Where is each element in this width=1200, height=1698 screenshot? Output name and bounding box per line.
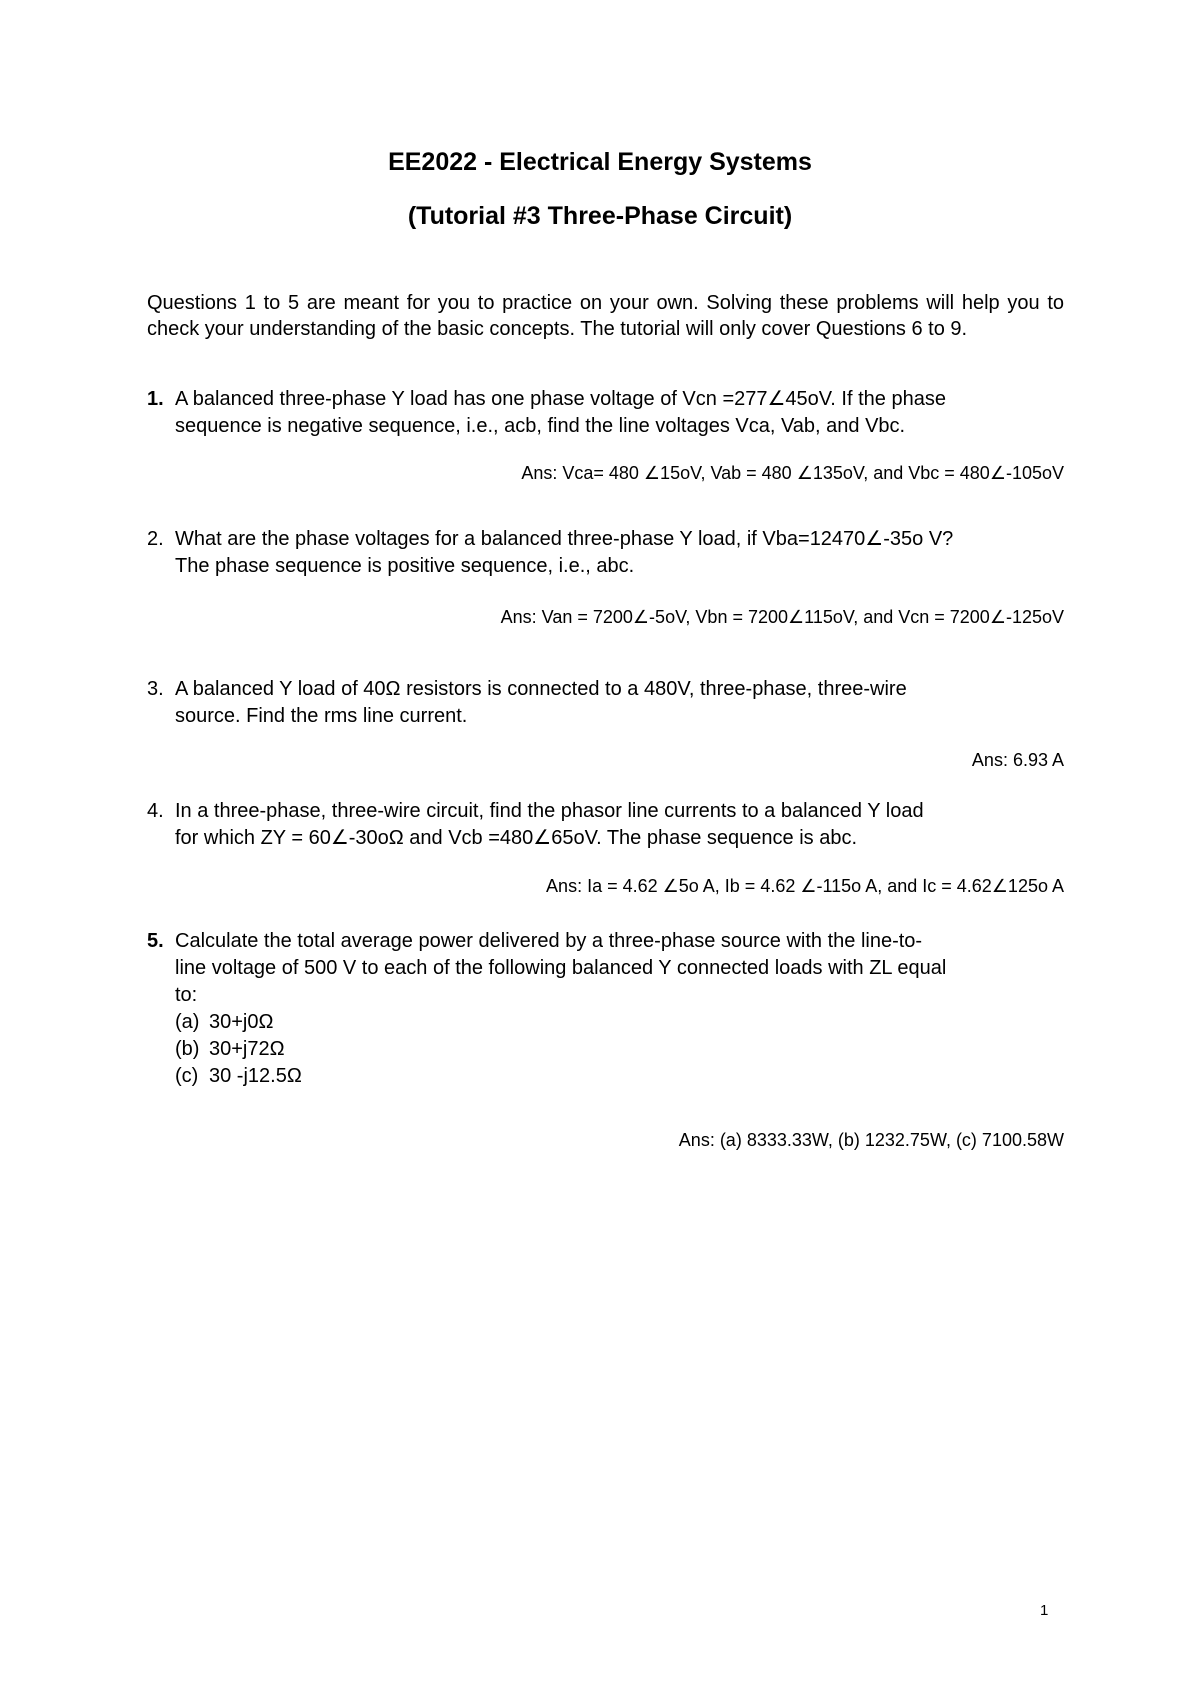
question-text-line: Calculate the total average power delivered by a three-phase source with the line-to- bbox=[175, 930, 923, 952]
answer-5: Ans: (a) 8333.33W, (b) 1232.75W, (c) 7100.58W bbox=[678, 1130, 1064, 1150]
option-value: 30+j0Ω bbox=[209, 1011, 274, 1033]
question-number: 5. bbox=[147, 930, 164, 952]
question-text-line: A balanced three-phase Y load has one phase voltage of Vcn =277∠45oV. If the phase bbox=[175, 388, 946, 410]
question-text-line: The phase sequence is positive sequence, i.e., abc. bbox=[175, 555, 635, 577]
question-1 bbox=[147, 386, 1064, 440]
option-label: (c) bbox=[175, 1065, 199, 1087]
tutorial-subtitle: (Tutorial #3 Three-Phase Circuit) bbox=[407, 202, 793, 230]
answer-1: Ans: Vca= 480 ∠15oV, Vab = 480 ∠135oV, and Vbc = 480∠-105oV bbox=[521, 463, 1064, 483]
question-text-line: to: bbox=[175, 984, 198, 1006]
answer-2: Ans: Van = 7200∠-5oV, Vbn = 7200∠115oV, and Vcn = 7200∠-125oV bbox=[500, 607, 1064, 627]
option-value: 30+j72Ω bbox=[209, 1038, 285, 1060]
question-number: 2. bbox=[147, 528, 164, 550]
question-text-line: line voltage of 500 V to each of the following balanced Y connected loads with ZL equal bbox=[175, 957, 947, 979]
option-a bbox=[175, 1009, 1064, 1036]
question-4 bbox=[147, 798, 1064, 852]
option-label: (a) bbox=[175, 1011, 200, 1033]
intro-paragraph: Questions 1 to 5 are meant for you to practice on your own. Solving these problems will help you to check your understanding of the basic concepts. The tutorial will only cover Questions 6 to 9. bbox=[147, 292, 1064, 340]
question-text-line: A balanced Y load of 40Ω resistors is connected to a 480V, three-phase, three-wire bbox=[175, 678, 907, 700]
question-number: 1. bbox=[147, 388, 164, 410]
question-3 bbox=[147, 676, 1064, 730]
option-value: 30 -j12.5Ω bbox=[209, 1065, 302, 1087]
question-text-line: for which ZY = 60∠-30oΩ and Vcb =480∠65oV. The phase sequence is abc. bbox=[175, 827, 858, 849]
answer-4: Ans: Ia = 4.62 ∠5o A, Ib = 4.62 ∠-115o A, and Ic = 4.62∠125o A bbox=[546, 876, 1064, 896]
answer-3: Ans: 6.93 A bbox=[971, 750, 1064, 770]
option-c bbox=[175, 1063, 1064, 1090]
question-text-line: In a three-phase, three-wire circuit, find the phasor line currents to a balanced Y load bbox=[175, 800, 924, 822]
question-number: 4. bbox=[147, 800, 164, 822]
course-title: EE2022 - Electrical Energy Systems bbox=[388, 148, 812, 176]
option-label: (b) bbox=[175, 1038, 200, 1060]
page-number: 1 bbox=[1040, 1602, 1049, 1619]
question-text-line: source. Find the rms line current. bbox=[175, 705, 468, 727]
question-text-line: sequence is negative sequence, i.e., acb, find the line voltages Vca, Vab, and Vbc. bbox=[175, 415, 906, 437]
question-number: 3. bbox=[147, 678, 164, 700]
question-5 bbox=[147, 928, 1064, 1090]
question-text-line: What are the phase voltages for a balanced three-phase Y load, if Vba=12470∠-35o V? bbox=[175, 528, 954, 550]
option-b bbox=[175, 1036, 1064, 1063]
question-2 bbox=[147, 526, 1064, 580]
